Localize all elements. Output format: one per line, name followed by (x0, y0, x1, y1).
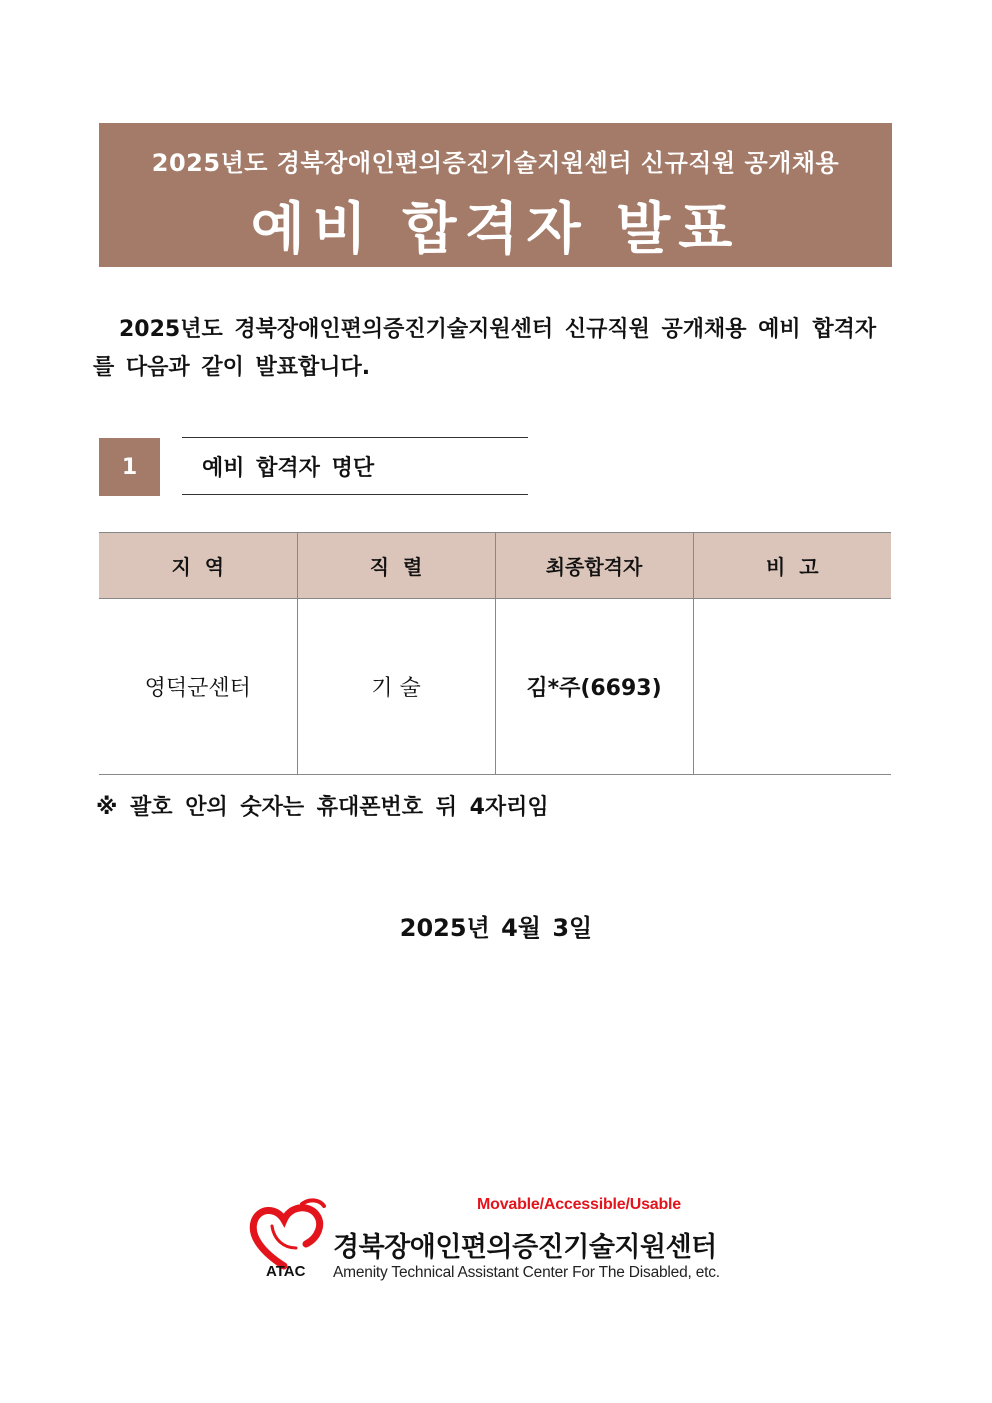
cell-candidate: 김*주(6693) (495, 599, 693, 775)
header-category: 직 렬 (297, 533, 495, 599)
table-header-row (99, 533, 891, 599)
org-tagline: Movable/Accessible/Usable (477, 1196, 681, 1213)
cell-region: 영덕군센터 (99, 599, 297, 775)
org-name-korean: 경북장애인편의증진기술지원센터 (333, 1232, 717, 1263)
banner-subtitle: 2025년도 경북장애인편의증진기술지원센터 신규직원 공개채용 (151, 149, 840, 177)
section-title: 예비 합격자 명단 (182, 437, 528, 495)
header-candidate: 최종합격자 (495, 533, 693, 599)
footnote: ※ 괄호 안의 숫자는 휴대폰번호 뒤 4자리임 (96, 795, 549, 820)
cell-remark (693, 599, 891, 775)
table-row (99, 599, 891, 775)
header-region: 지 역 (99, 533, 297, 599)
candidate-table (99, 532, 891, 775)
cell-category: 기 술 (297, 599, 495, 775)
banner-title: 예비 합격자 발표 (250, 197, 741, 262)
section-number: 1 (99, 438, 160, 496)
org-name-english: Amenity Technical Assistant Center For The Disabled, etc. (333, 1264, 720, 1281)
intro-paragraph: 2025년도 경북장애인편의증진기술지원센터 신규직원 공개채용 예비 합격자를 다음과 같이 발표합니다. (93, 317, 877, 380)
logo-text: ATAC (266, 1263, 306, 1280)
announcement-date: 2025년 4월 3일 (399, 914, 593, 942)
header-remark: 비 고 (693, 533, 891, 599)
title-banner (99, 123, 892, 267)
